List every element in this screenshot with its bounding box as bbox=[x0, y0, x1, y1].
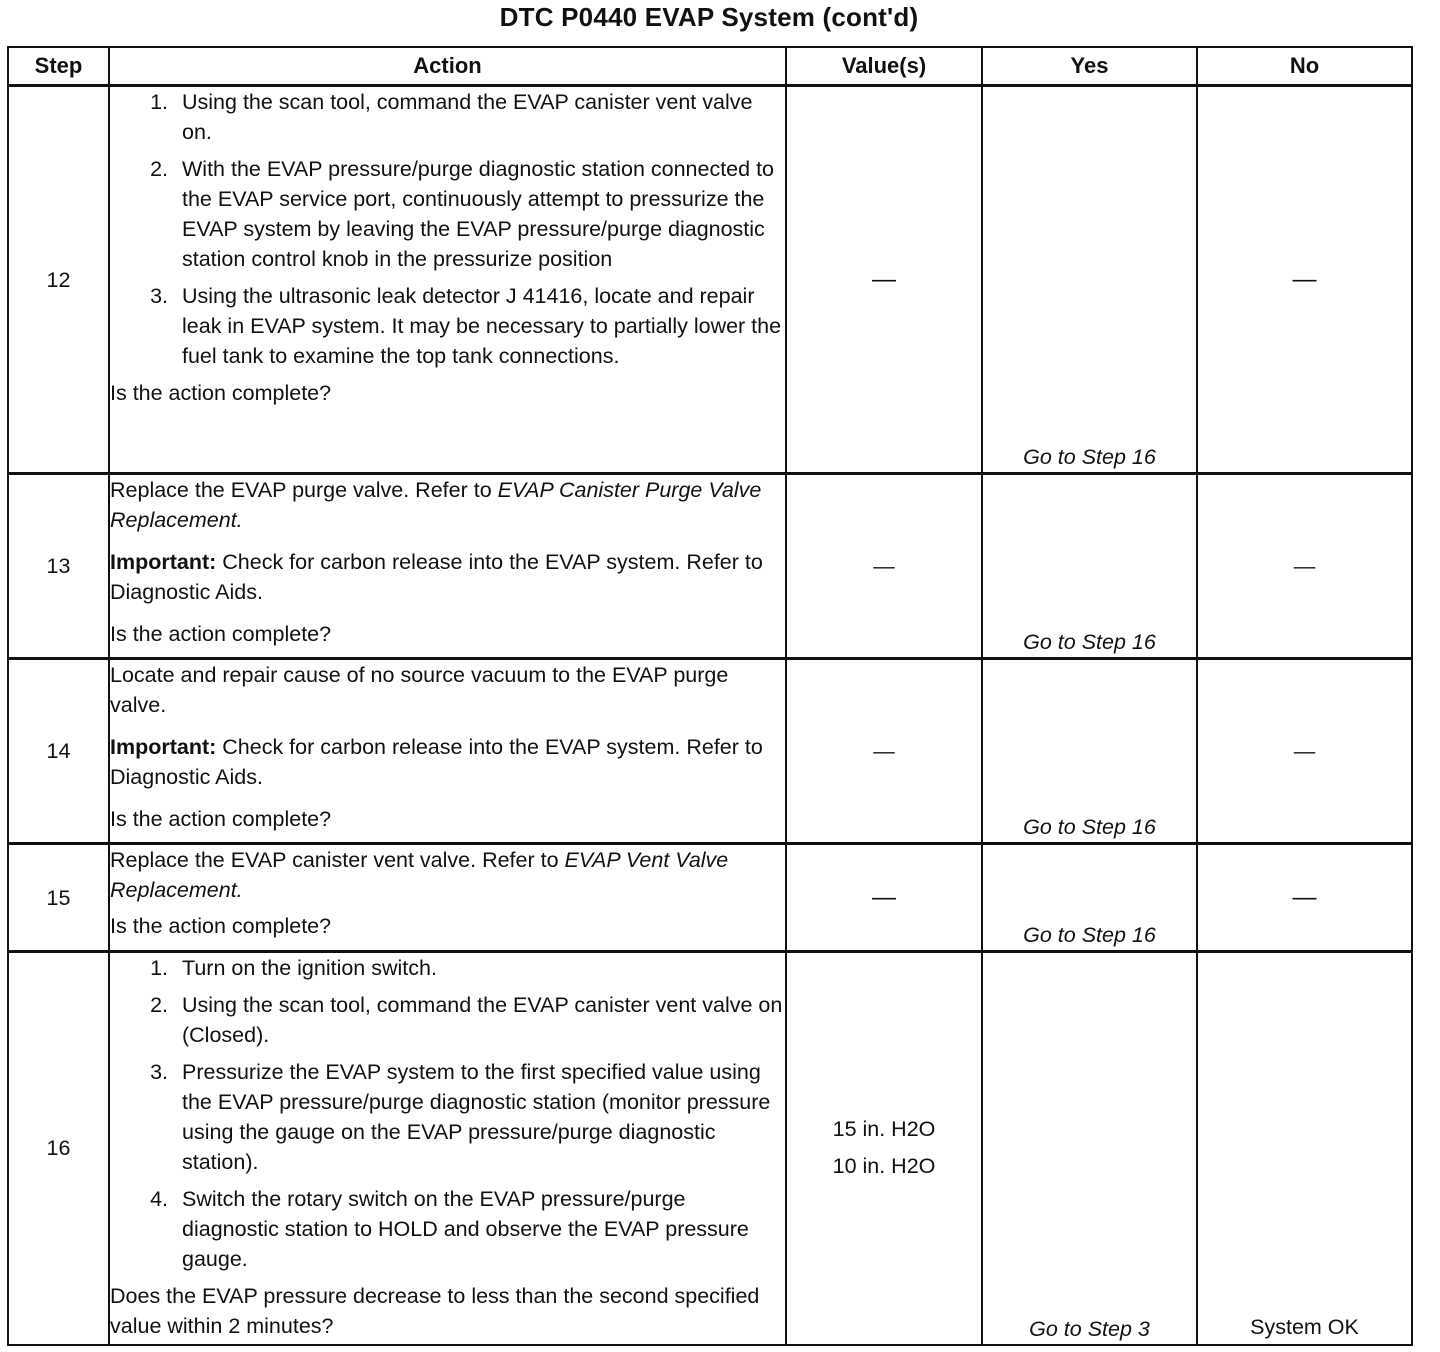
action-cell bbox=[109, 952, 786, 1345]
yes-cell: Go to Step 16 bbox=[982, 86, 1197, 474]
action-text: Locate and repair cause of no source vacuum to the EVAP purge valve. bbox=[110, 663, 729, 717]
important-text: Check for carbon release into the EVAP system. Refer to Diagnostic Aids. bbox=[110, 735, 763, 789]
action-cell bbox=[109, 844, 786, 952]
step-number: 14 bbox=[8, 659, 109, 844]
action-question: Is the action complete? bbox=[110, 914, 332, 938]
table-row bbox=[8, 844, 1412, 952]
header-yes: Yes bbox=[982, 47, 1197, 86]
list-item: 1. Using the scan tool, command the EVAP canister vent valve on. bbox=[174, 87, 785, 147]
page-title: DTC P0440 EVAP System (cont'd) bbox=[499, 2, 919, 32]
yes-cell: Go to Step 16 bbox=[982, 844, 1197, 952]
action-question: Is the action complete? bbox=[110, 381, 332, 405]
no-cell: — bbox=[1197, 86, 1412, 474]
important-note bbox=[110, 732, 785, 792]
action-question: Is the action complete? bbox=[110, 622, 332, 646]
table-row bbox=[8, 952, 1412, 1345]
yes-cell: Go to Step 16 bbox=[982, 474, 1197, 659]
important-label: Important: bbox=[110, 550, 217, 574]
table-row bbox=[8, 86, 1412, 474]
action-question: Is the action complete? bbox=[110, 807, 332, 831]
no-cell: System OK bbox=[1197, 952, 1412, 1345]
header-action: Action bbox=[109, 47, 786, 86]
list-item: 3. Pressurize the EVAP system to the first specified value using the EVAP pressure/purge diagnostic station (monitor pressure using the gauge on the EVAP pressure/purge diagnostic station). bbox=[174, 1057, 785, 1177]
first-specified-value: 15 in. H2O bbox=[832, 1117, 936, 1142]
important-label: Important: bbox=[110, 735, 217, 759]
list-item: 2. Using the scan tool, command the EVAP canister vent valve on (Closed). bbox=[174, 990, 785, 1050]
second-specified-value: 10 in. H2O bbox=[832, 1154, 936, 1179]
list-item: 2. With the EVAP pressure/purge diagnostic station connected to the EVAP service port, continuously attempt to pressurize the EVAP system by leaving the EVAP pressure/purge diagnostic station control knob in the pressurize position bbox=[174, 154, 785, 274]
yes-cell: Go to Step 3 bbox=[982, 952, 1197, 1345]
action-text-lead: Replace the EVAP purge valve. Refer to bbox=[110, 478, 498, 502]
action-text-lead: Replace the EVAP canister vent valve. Refer to bbox=[110, 848, 565, 872]
value-cell bbox=[786, 952, 982, 1345]
step-number: 16 bbox=[8, 952, 109, 1345]
procedure-reference: EVAP Vent Valve Replacement. bbox=[110, 848, 729, 902]
value-cell: — bbox=[786, 474, 982, 659]
header-step: Step bbox=[8, 47, 109, 86]
table-row bbox=[8, 474, 1412, 659]
no-cell: — bbox=[1197, 659, 1412, 844]
no-cell: — bbox=[1197, 844, 1412, 952]
action-text bbox=[110, 475, 785, 535]
header-values: Value(s) bbox=[786, 47, 982, 86]
action-cell bbox=[109, 659, 786, 844]
action-cell bbox=[109, 474, 786, 659]
value-cell: — bbox=[786, 844, 982, 952]
list-item: 4. Switch the rotary switch on the EVAP pressure/purge diagnostic station to HOLD and observe the EVAP pressure gauge. bbox=[174, 1184, 785, 1274]
action-text bbox=[110, 845, 785, 905]
diagnostic-table bbox=[7, 46, 1413, 1346]
action-steps-list bbox=[110, 87, 785, 371]
value-cell: — bbox=[786, 659, 982, 844]
important-note bbox=[110, 547, 785, 607]
header-no: No bbox=[1197, 47, 1412, 86]
action-cell bbox=[109, 86, 786, 474]
procedure-reference: EVAP Canister Purge Valve Replacement. bbox=[110, 478, 762, 532]
table-row bbox=[8, 659, 1412, 844]
step-number: 12 bbox=[8, 86, 109, 474]
list-item: 1. Turn on the ignition switch. bbox=[174, 953, 785, 983]
value-cell: — bbox=[786, 86, 982, 474]
action-question: Does the EVAP pressure decrease to less than the second specified value within 2 minutes? bbox=[110, 1284, 760, 1338]
yes-cell: Go to Step 16 bbox=[982, 659, 1197, 844]
step-number: 15 bbox=[8, 844, 109, 952]
action-steps-list bbox=[110, 953, 785, 1274]
important-text: Check for carbon release into the EVAP system. Refer to Diagnostic Aids. bbox=[110, 550, 763, 604]
step-number: 13 bbox=[8, 474, 109, 659]
list-item: 3. Using the ultrasonic leak detector J 41416, locate and repair leak in EVAP system. It may be necessary to partially lower the fuel tank to examine the top tank connections. bbox=[174, 281, 785, 371]
no-cell: — bbox=[1197, 474, 1412, 659]
table-header-row bbox=[8, 47, 1412, 86]
